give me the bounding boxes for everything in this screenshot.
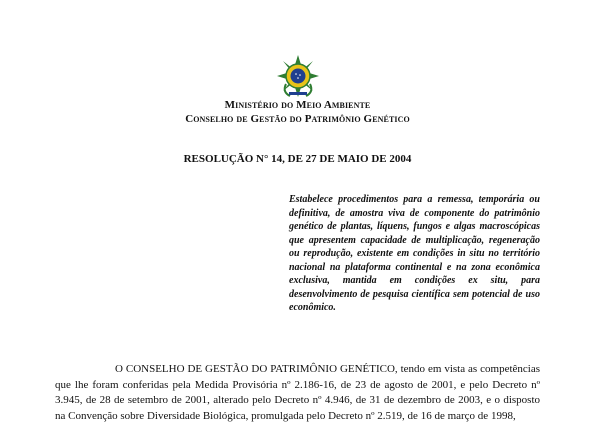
coat-of-arms-icon <box>276 54 320 98</box>
ementa-text: Estabelece procedimentos para a remessa, temporária ou definitiva, de amostra viva de componente do patrimônio genético de plantas, líquens, fungos e algas macroscópicas que apresentem capacidade de multiplicação, regeneração ou reprodução, existente em condições in situ no território nacional na plataforma continental e na zona econômica exclusiva, mantida em condições ex situ, para desenvolvimento de pesquisa científica sem potencial de uso econômico. <box>289 194 540 313</box>
council-heading: Conselho de Gestão do Patrimônio Genético <box>185 113 410 125</box>
ministry-heading: Ministério do Meio Ambiente <box>224 99 371 111</box>
body-paragraph: O CONSELHO DE GESTÃO DO PATRIMÔNIO GENÉTICO, tendo em vista as competências que lhe foram conferidas pela Medida Provisória nº 2.186-16, de 23 de agosto de 2001, e pelo Decreto nº 3.945, de 28 de setembro de 2001, alterado pelo Decreto nº 4.946, de 31 de dezembro de 2003, e o disposto na Convenção sobre Diversidade Biológica, promulgada pelo Decreto nº 2.519, de 16 de março de 1998, <box>55 363 540 422</box>
resolution-title: RESOLUÇÃO N° 14, DE 27 DE MAIO DE 2004 <box>183 153 412 165</box>
